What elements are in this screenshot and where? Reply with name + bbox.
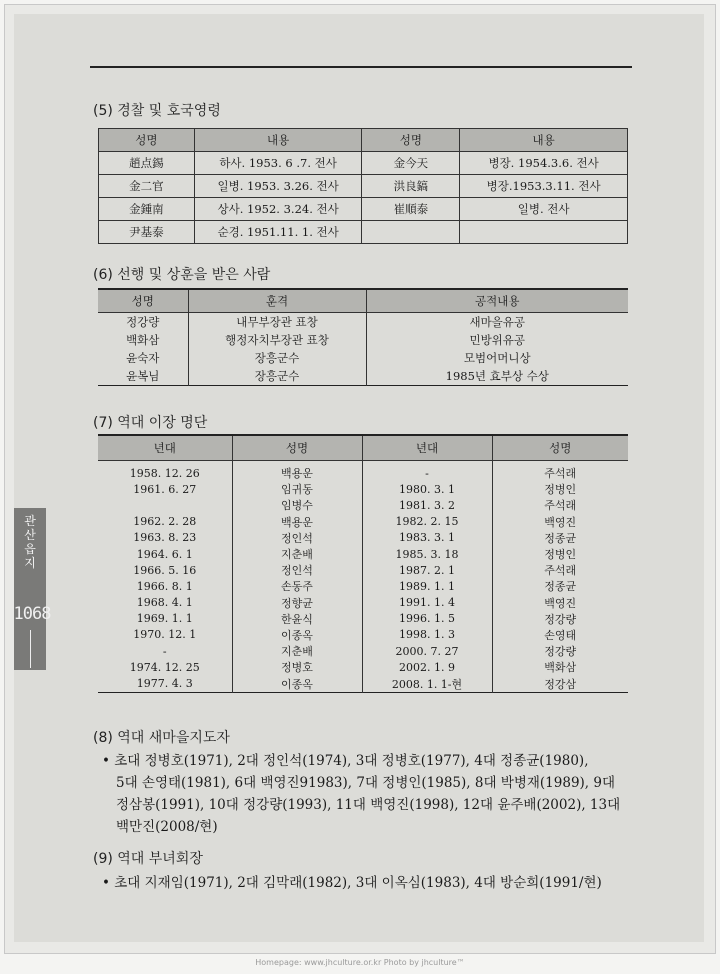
year-cell: 1980. 3. 1: [362, 481, 492, 497]
year-cell: 2002. 1. 9: [362, 659, 492, 675]
year-cell: 1977. 4. 3: [136, 677, 193, 691]
merit-cell: 민방위유공: [366, 331, 628, 349]
year-cell: 1961. 6. 27: [133, 482, 197, 496]
year-cell: 1969. 1. 1: [136, 612, 193, 626]
year-cell: 1996. 1. 5: [362, 611, 492, 627]
name-cell: 백화삼: [126, 333, 160, 347]
name-cell: 이종옥: [232, 627, 362, 643]
table-row: [98, 349, 628, 367]
name-cell: 정인석: [232, 562, 362, 578]
side-tab-title: 관산읍지: [24, 514, 36, 570]
year-cell: 1998. 1. 3: [362, 627, 492, 643]
table-row: [99, 198, 628, 221]
section6-table: [98, 288, 628, 386]
name-cell: 정강삼: [492, 675, 628, 692]
section6-title: (6) 선행 및 상훈을 받은 사람: [93, 267, 271, 283]
name-cell: 金今天: [362, 152, 460, 175]
text-line: 백만진(2008/현): [116, 819, 218, 835]
year-cell: 2000. 7. 27: [362, 643, 492, 659]
detail-cell: [460, 221, 628, 244]
name-cell: 洪良鎬: [362, 175, 460, 198]
section5-table: [98, 128, 628, 244]
table-row: [98, 578, 628, 594]
year-cell: 2008. 1. 1-현: [362, 675, 492, 692]
col-header: 훈격: [188, 289, 366, 313]
detail-cell: 순경. 1951.11. 1. 전사: [194, 221, 362, 244]
year-cell: -: [362, 461, 492, 482]
name-cell: 백영진: [492, 595, 628, 611]
section8-title: (8) 역대 새마을지도자: [93, 730, 230, 746]
table-row: [98, 367, 628, 386]
merit-cell: 모범어머니상: [366, 349, 628, 367]
name-cell: 정인석: [232, 530, 362, 546]
year-cell: 1966. 5. 16: [133, 563, 197, 577]
name-cell: 金二官: [99, 175, 195, 198]
col-header: 년대: [98, 435, 232, 461]
name-cell: 백용운: [232, 461, 362, 482]
table-row: [98, 530, 628, 546]
name-cell: 손영태: [492, 627, 628, 643]
name-cell: 윤숙자: [126, 351, 160, 365]
section5-title: (5) 경찰 및 호국영령: [93, 103, 221, 119]
col-header: 성명: [492, 435, 628, 461]
name-cell: 주석래: [492, 497, 628, 513]
name-cell: 정종균: [492, 578, 628, 594]
name-cell: 崔順泰: [362, 198, 460, 221]
section9-text: [102, 872, 642, 894]
year-cell: 1970. 12. 1: [133, 628, 197, 642]
name-cell: 정강량: [492, 643, 628, 659]
section7-table: [98, 434, 628, 693]
year-cell: [98, 497, 232, 513]
col-header: 공적내용: [366, 289, 628, 313]
year-cell: 1985. 3. 18: [362, 546, 492, 562]
name-cell: 정병인: [492, 481, 628, 497]
name-cell: 정종균: [492, 530, 628, 546]
name-cell: 趙点錫: [99, 152, 195, 175]
table-row: [98, 313, 628, 332]
col-header: 성명: [99, 129, 195, 152]
table-row: [98, 562, 628, 578]
name-cell: 주석래: [492, 461, 628, 482]
table-row: [99, 152, 628, 175]
section8-text: [102, 750, 642, 838]
year-cell: 1983. 3. 1: [362, 530, 492, 546]
table-row: [98, 546, 628, 562]
name-cell: 지춘배: [232, 546, 362, 562]
table-row: [98, 497, 628, 513]
table-row: [98, 643, 628, 659]
year-cell: 1962. 2. 28: [133, 515, 197, 529]
award-cell: 행정자치부장관 표창: [188, 331, 366, 349]
year-cell: 1958. 12. 26: [129, 466, 200, 480]
name-cell: 정강량: [126, 315, 160, 329]
name-cell: 임병수: [232, 497, 362, 513]
text-line: 5대 손영태(1981), 6대 백영진91983), 7대 정병인(1985), 8대 박병재(1989), 9대: [116, 775, 616, 791]
table-row: [98, 461, 628, 482]
name-cell: 정병인: [492, 546, 628, 562]
text-line: • 초대 지재임(1971), 2대 김막래(1982), 3대 이옥심(1983), 4대 방순희(1991/현): [102, 875, 602, 891]
year-cell: 1964. 6. 1: [136, 547, 193, 561]
col-header: 성명: [98, 289, 188, 313]
name-cell: 정향균: [232, 595, 362, 611]
year-cell: 1966. 8. 1: [136, 579, 193, 593]
year-cell: 1968. 4. 1: [136, 596, 193, 610]
table-row: [98, 481, 628, 497]
name-cell: 백화삼: [492, 659, 628, 675]
col-header: 성명: [232, 435, 362, 461]
name-cell: 손동주: [232, 578, 362, 594]
page-number: 1068: [13, 604, 51, 624]
col-header: 내용: [460, 129, 628, 152]
name-cell: 정병호: [232, 659, 362, 675]
year-cell: 1981. 3. 2: [362, 497, 492, 513]
table-row: [98, 331, 628, 349]
table-row: [99, 175, 628, 198]
name-cell: 이종옥: [232, 675, 362, 692]
table-row: [98, 675, 628, 692]
detail-cell: 병장.1953.3.11. 전사: [460, 175, 628, 198]
merit-cell: 1985년 효부상 수상: [366, 367, 628, 386]
table-row: [98, 627, 628, 643]
name-cell: 金鍾南: [99, 198, 195, 221]
name-cell: 백영진: [492, 514, 628, 530]
name-cell: 백용운: [232, 514, 362, 530]
detail-cell: 상사. 1952. 3.24. 전사: [194, 198, 362, 221]
table-row: [98, 611, 628, 627]
text-line: • 초대 정병호(1971), 2대 정인석(1974), 3대 정병호(1977), 4대 정종균(1980),: [102, 753, 589, 769]
year-cell: 1963. 8. 23: [133, 531, 197, 545]
table-row: [98, 514, 628, 530]
merit-cell: 새마을유공: [366, 313, 628, 332]
award-cell: 장흥군수: [188, 349, 366, 367]
detail-cell: 일병. 1953. 3.26. 전사: [194, 175, 362, 198]
name-cell: 윤복님: [126, 369, 160, 383]
name-cell: 한윤식: [232, 611, 362, 627]
name-cell: 尹基泰: [99, 221, 195, 244]
detail-cell: 일병. 전사: [460, 198, 628, 221]
detail-cell: 하사. 1953. 6 .7. 전사: [194, 152, 362, 175]
year-cell: 1991. 1. 4: [362, 595, 492, 611]
year-cell: -: [162, 644, 167, 658]
year-cell: 1982. 2. 15: [362, 514, 492, 530]
table-row: [99, 221, 628, 244]
col-header: 년대: [362, 435, 492, 461]
year-cell: 1987. 2. 1: [362, 562, 492, 578]
col-header: 성명: [362, 129, 460, 152]
text-line: 정삼봉(1991), 10대 정강량(1993), 11대 백영진(1998), 12대 윤주배(2002), 13대: [116, 797, 621, 813]
table-row: [98, 595, 628, 611]
name-cell: 주석래: [492, 562, 628, 578]
award-cell: 내무부장관 표창: [188, 313, 366, 332]
name-cell: 정강량: [492, 611, 628, 627]
footer-credit: Homepage: www.jhculture.or.kr Photo by jhculture™: [255, 958, 465, 967]
year-cell: 1974. 12. 25: [129, 660, 200, 674]
year-cell: 1989. 1. 1: [362, 578, 492, 594]
header-rule: [90, 66, 632, 68]
award-cell: 장흥군수: [188, 367, 366, 386]
section7-title: (7) 역대 이장 명단: [93, 415, 208, 431]
section9-title: (9) 역대 부녀회장: [93, 851, 203, 867]
name-cell: 임귀동: [232, 481, 362, 497]
col-header: 내용: [194, 129, 362, 152]
name-cell: [362, 221, 460, 244]
table-row: [98, 659, 628, 675]
side-tab-rule: [30, 630, 31, 668]
detail-cell: 병장. 1954.3.6. 전사: [460, 152, 628, 175]
name-cell: 지춘배: [232, 643, 362, 659]
